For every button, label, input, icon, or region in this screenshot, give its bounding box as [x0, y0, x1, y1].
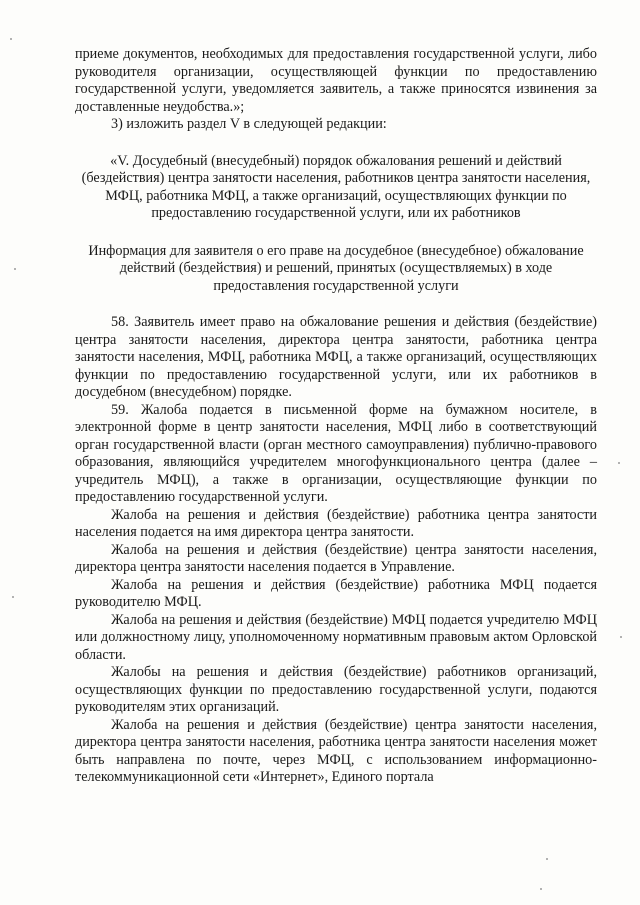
paragraph-complaint-organizations: Жалобы на решения и действия (бездействие) работников организаций, осуществляющих функции по предоставлению государственной услуги, подаются руководителям этих организаций.: [75, 664, 597, 715]
scan-speck: [10, 38, 12, 40]
scan-speck: [546, 858, 548, 860]
scan-speck: [620, 636, 622, 638]
paragraph-complaint-channels: Жалоба на решения и действия (бездействие) центра занятости населения, директора центра занятости населения, работника центра занятости населения может быть направлена по почте, через МФЦ, с использованием информационно-телекоммуникационной сети «Интернет», Единого портала: [75, 716, 597, 785]
paragraph-continuation: приеме документов, необходимых для предоставления государственной услуги, либо руководителя организации, осуществляющей функции по предоставлению государственной услуги, уведомляется заявитель, а также приносятся извинения за доставленные неудобства.»;: [75, 46, 597, 115]
scan-speck: [618, 462, 620, 464]
section-title: [75, 153, 597, 223]
paragraph-59: 59. Жалоба подается в письменной форме на бумажном носителе, в электронной форме в центр занятости населения, МФЦ либо в соответствующий орган государственной власти (орган местного самоуправления) публично-правового образования, являющийся учредителем многофункционального центра (далее – учредитель МФЦ), а также в организации, осуществляющие функции по предоставлению государственной услуги.: [75, 401, 597, 505]
scan-speck: [12, 596, 14, 598]
scan-speck: [540, 888, 542, 890]
paragraph-item-3: 3) изложить раздел V в следующей редакции:: [111, 116, 387, 132]
subsection-heading: [75, 243, 597, 296]
scan-speck: [14, 268, 16, 270]
paragraph-58: 58. Заявитель имеет право на обжалование решения и действия (бездействие) центра занятости населения, директора центра занятости, работника центра занятости населения, МФЦ, работника МФЦ, а также организаций, осуществляющих функции по предоставлению государственной услуги, или их работников в досудебном (внесудебном) порядке.: [75, 314, 597, 400]
paragraph-complaint-center: Жалоба на решения и действия (бездействие) центра занятости населения, директора центра занятости населения подается в Управление.: [75, 541, 597, 575]
paragraph-complaint-worker: Жалоба на решения и действия (бездействие) работника центра занятости населения подается на имя директора центра занятости.: [75, 506, 597, 540]
document-body: [75, 46, 597, 787]
subsection-heading-text: Информация для заявителя о его праве на досудебное (внесудебное) обжалование действий (бездействия) и решений, принятых (осуществляемых) в ходе предоставления государственной услуги: [88, 242, 584, 294]
paragraph-complaint-mfc: Жалоба на решения и действия (бездействие) МФЦ подается учредителю МФЦ или должностному лицу, уполномоченному нормативным правовым актом Орловской области.: [75, 611, 597, 663]
paragraph-complaint-mfc-worker: Жалоба на решения и действия (бездействие) работника МФЦ подается руководителю МФЦ.: [75, 576, 597, 610]
section-title-text: «V. Досудебный (внесудебный) порядок обжалования решений и действий (бездействия) центра занятости населения, работников центра занятости населения, МФЦ, работника МФЦ, а также организаций, осуществляющих функции по предоставлению государственной услуги, или их работников: [81, 152, 591, 221]
